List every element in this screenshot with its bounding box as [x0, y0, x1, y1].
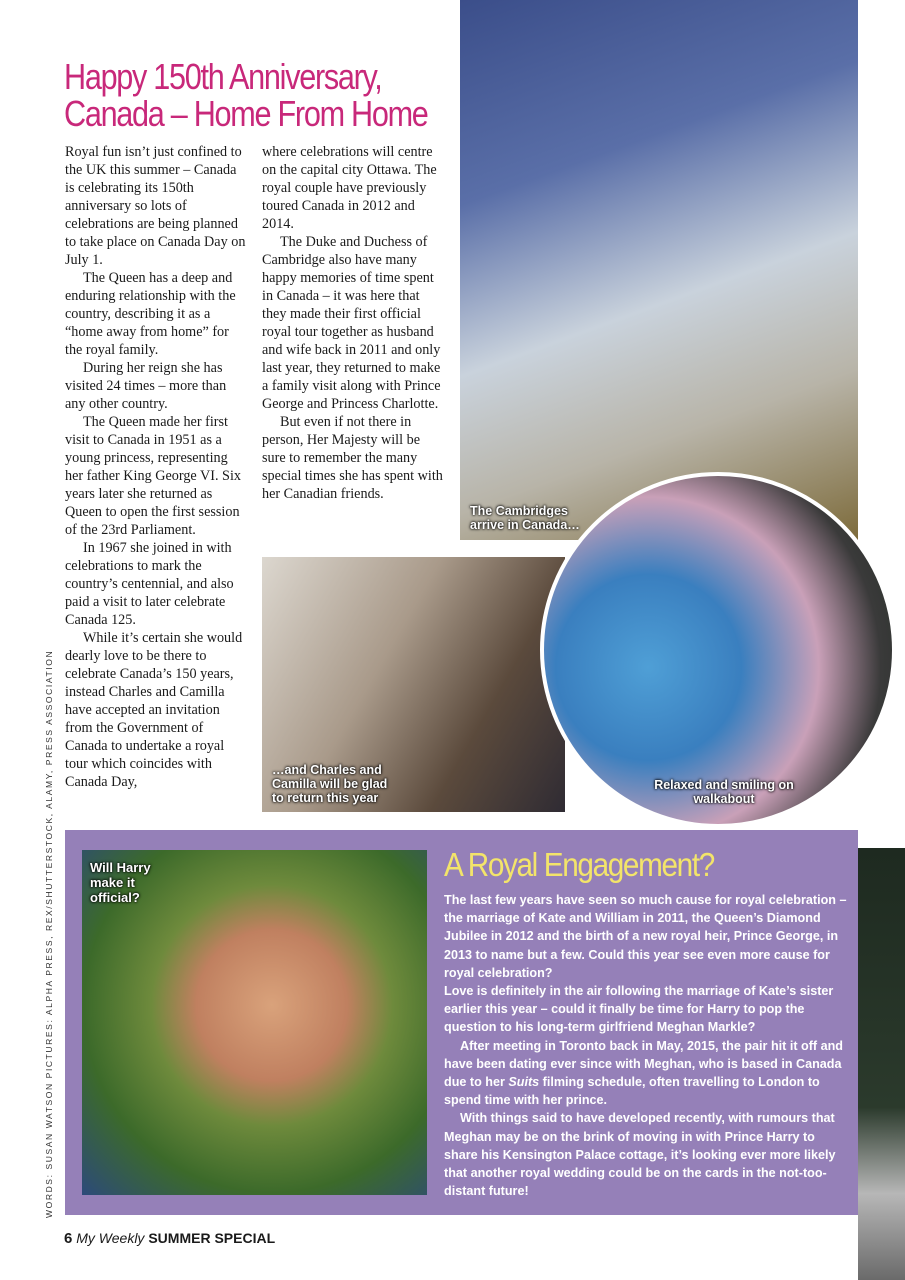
paragraph: Royal fun isn’t just confined to the UK this summer – Canada is celebrating its 150th anniversary so lots of celebrations are being planned to take place on Canada Day on July 1. [65, 144, 246, 268]
paragraph: While it’s certain she would dearly love to be there to celebrate Canada’s 150 years, instead Charles and Camilla have accepted an invitation from the Government of Canada to undertake a royal tour which coincides with Canada Day, [65, 630, 243, 790]
photo-caption: …and Charles and Camilla will be glad to return this year [272, 763, 388, 805]
page-number: 6 [64, 1230, 73, 1247]
engagement-title: A Royal Engagement? [444, 846, 714, 883]
paragraph: With things said to have developed recently, with rumours that Meghan may be on the brink of moving in with Prince Harry to share his Kensington Palace cottage, it’s looking ever more likely that another royal wedding could be on the cards in the not-too-distant future! [444, 1111, 836, 1199]
magazine-name: My Weekly [76, 1230, 145, 1246]
paragraph: The last few years have seen so much cause for royal celebration – the marriage of Kate and William in 2011, the Queen’s Diamond Jubilee in 2012 and the birth of a new royal heir, Prince George, in 2013 to name but a few. Could this year see even more cause for royal celebration? [444, 893, 847, 980]
queen-walkabout-photo [540, 472, 896, 828]
article-column-2 [262, 143, 444, 503]
article-headline: Happy 150th Anniversary, Canada – Home From Home [64, 56, 428, 134]
charles-camilla-photo [262, 557, 565, 812]
photo-caption: The Cambridges arrive in Canada… [470, 504, 580, 532]
text: After meeting in Toronto back in May, 2015, the pair hit it off and have been dating ever since with Meghan, who is based in Canada due to her [444, 1038, 843, 1090]
text: filming schedule, often travelling to London to spend time with her prince. [444, 1075, 820, 1108]
edge-photo [858, 848, 905, 1280]
paragraph [444, 1037, 849, 1110]
photo-caption: Relaxed and smiling on walkabout [654, 778, 794, 806]
article-column-1 [65, 143, 247, 791]
cambridges-photo [460, 0, 858, 540]
paragraph: During her reign she has visited 24 times – more than any other country. [65, 360, 227, 412]
paragraph: where celebrations will centre on the capital city Ottawa. The royal couple have previously toured Canada in 2012 and 2014. [262, 144, 437, 232]
engagement-body [444, 891, 849, 1200]
paragraph: But even if not there in person, Her Majesty will be sure to remember the many special times she has spent with her Canadian friends. [262, 414, 443, 502]
paragraph: The Queen has a deep and enduring relationship with the country, describing it as a “home away from home” for the royal family. [65, 270, 236, 358]
photo-caption: Will Harry make it official? [90, 860, 151, 905]
show-title: Suits [508, 1075, 540, 1090]
paragraph: In 1967 she joined in with celebrations to mark the country’s centennial, and also paid a visit to later celebrate Canada 125. [65, 540, 234, 628]
paragraph: Love is definitely in the air following the marriage of Kate’s sister earlier this year – could it finally be time for Harry to pop the question to his long-term girlfriend Meghan Markle? [444, 984, 834, 1035]
photo-credit: WORDS: SUSAN WATSON PICTURES: ALPHA PRESS, REX/SHUTTERSTOCK, ALAMY, PRESS ASSOCIATION [44, 649, 54, 1218]
harry-photo [82, 850, 427, 1195]
paragraph: The Duke and Duchess of Cambridge also have many happy memories of time spent in Canada – it was here that they made their first official royal tour together as husband and wife back in 2011 and only last year, they returned to make a family visit along with Prince George and Princess Charlotte. [262, 234, 441, 412]
page-footer [64, 1230, 275, 1247]
paragraph: The Queen made her first visit to Canada in 1951 as a young princess, representing her father King George VI. Six years later she returned as Queen to open the first session of the 23rd Parliament. [65, 414, 241, 538]
section-name: SUMMER SPECIAL [148, 1230, 276, 1246]
